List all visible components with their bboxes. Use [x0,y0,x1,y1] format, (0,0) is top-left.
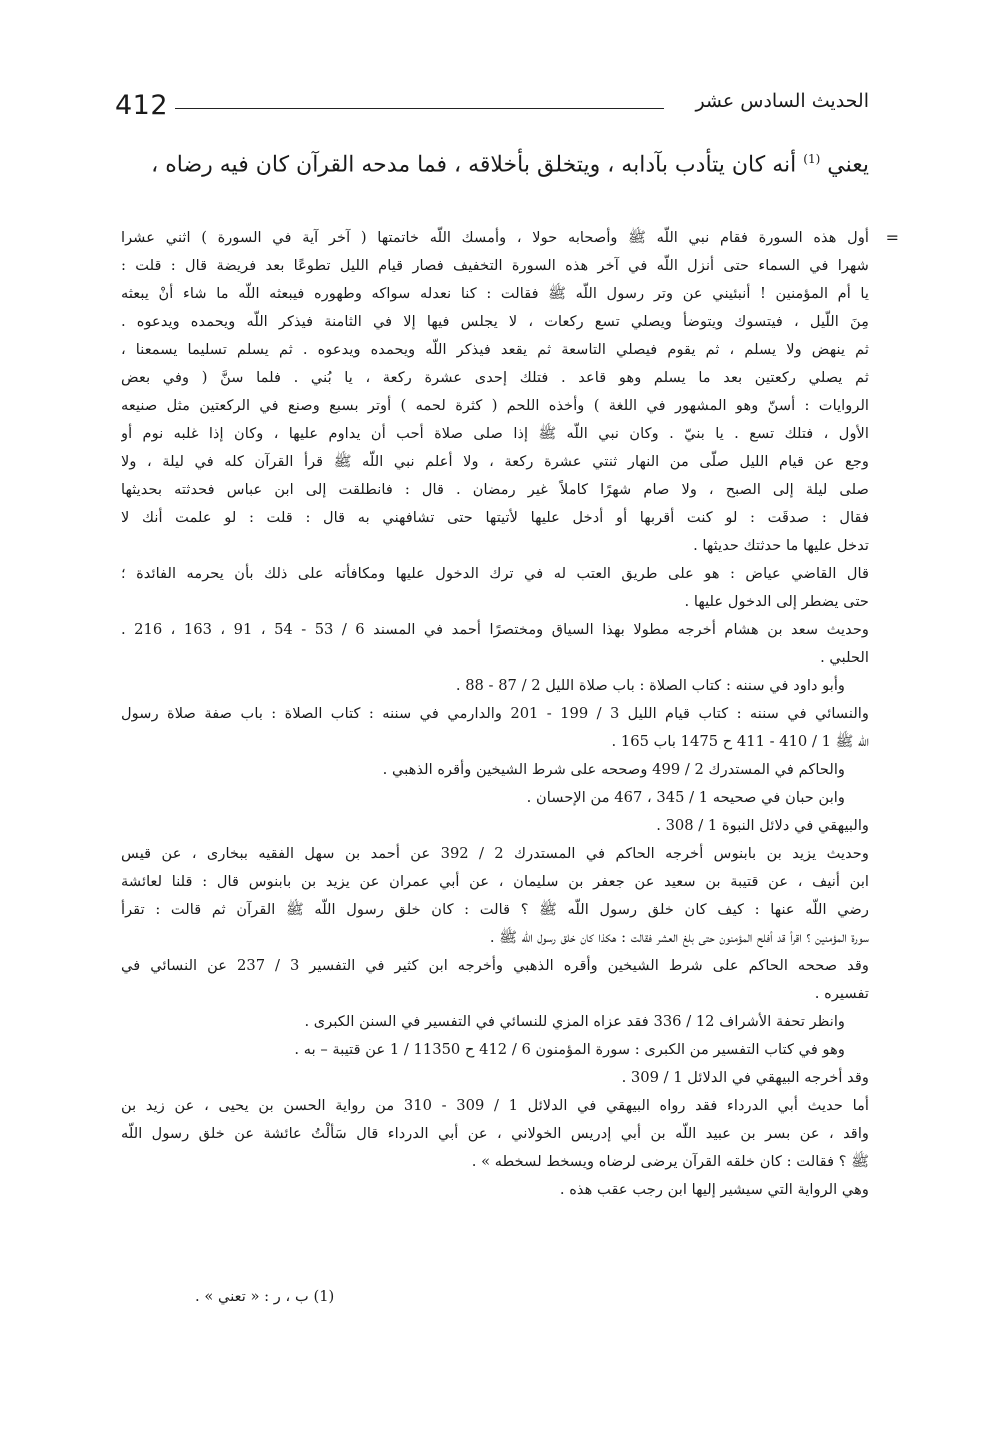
footnote-line: وقد أخرجه البيهقي في الدلائل 1 / 309 . [621,1069,869,1086]
footnote-line: رضي اللّه عنها : كيف كان خلق رسول اللّه ﷺ ؟ قالت : كان خلق رسول اللّه ﷺ القرآن ثم قالت : تقرأ [121,901,869,918]
footnote-line: وهي الرواية التي سيشير إليها ابن رجب عقب هذه . [559,1181,869,1198]
footnote-line: ثم يصلي ركعتين بعد ما يسلم وهو قاعد . فتلك إحدى عشرة ركعة ، يا بُني . فلما سنَّ ( وفي بعض [121,369,869,386]
footnote-line: وجع عن قيام الليل صلّى من النهار ثنتي عشرة ركعة ، ولا أعلم نبي اللّه ﷺ قرأ القرآن كله في ليلة ، ولا [121,453,869,470]
footnote-line: وحديث يزيد بن بابنوس أخرجه الحاكم في المستدرك 2 / 392 عن أحمد بن سهل الفقيه ببخارى ، عن قيس [121,845,869,862]
footnote-line: حتى يضطر إلى الدخول عليها . [684,593,869,610]
footnote-line: والحاكم في المستدرك 2 / 499 وصححه على شرط الشيخين وأقره الذهبي . [382,761,845,778]
footnote-line: وهو في كتاب التفسير من الكبرى : سورة المؤمنون 6 / 412 ح 11350 / 1 عن قتيبة – به . [294,1041,845,1058]
footnote-line: شهرا في السماء حتى أنزل اللّه في آخر هذه السورة التخفيف فصار قيام الليل تطوعًا بعد فريضة قال : قلت : [121,257,869,274]
footnote-line: واقد ، عن بسر بن عبيد اللّه بن أبي إدريس الخولاني ، عن أبي الدرداء قال سَألْتُ عائشة عن خلق رسول اللّه [121,1125,869,1142]
main-text-start: يعني [827,152,869,178]
footnote-line: ابن أنيف ، عن قتيبة بن سعيد عن جعفر بن سليمان ، عن أبي عمران عن يزيد بن بابنوس قال : قلنا لعائشة [121,873,869,890]
page-header [115,84,869,124]
footnote-line: أول هذه السورة فقام نبي اللّه ﷺ وأصحابه حولا ، وأمسك اللّه خاتمتها ( آخر آية في السورة ) اثني عشرا [121,229,869,246]
footnote-1: (1) ب ، ر : « تعني » . [195,1288,335,1305]
footnote-line: ﷺ ؟ فقالت : كان خلقه القرآن يرضى لرضاه ويسخط لسخطه » . [471,1153,869,1170]
continuation-mark: = [885,228,899,247]
footnote-line: فقال : صدقَت : لو كنت أقربها أو أدخل عليها لأتيتها حتى تشافهني به قال : قلت : لو علمت أنك لا [121,509,869,526]
footnote-line: وحديث سعد بن هشام أخرجه مطولا بهذا السياق ومختصرًا أحمد في المسند 6 / 53 - 54 ، 91 ، 163 ، 216 . [121,621,869,638]
footnote-line: وقد صححه الحاكم على شرط الشيخين وأقره الذهبي وأخرجه ابن كثير في التفسير 3 / 237 عن النسائي في [121,957,869,974]
footnote-line: قال القاضي عياض : هو على طريق العتب له في ترك الدخول عليها ومكافأته على ذلك بأن يحرمه الفائدة ؛ [121,565,869,582]
footnote-line: والبيهقي في دلائل النبوة 1 / 308 . [656,817,869,834]
footnote-line: تدخل عليها ما حدثتك حديثها . [693,537,869,554]
footnote-line: ثم ينهض ولا يسلم ، ثم يقوم فيصلي التاسعة ثم يقعد فيذكر اللّه ويحمده ويدعوه . ثم يسلم تسليما يسمعنا ، [121,341,869,358]
footnote-line: وانظر تحفة الأشراف 12 / 336 فقد عزاه المزي للنسائي في التفسير في السنن الكبرى . [304,1013,845,1030]
footnote-line: اللّه ﷺ 1 / 410 - 411 ح 1475 باب 165 . [611,733,869,750]
footnote-line: أما حديث أبي الدرداء فقد رواه البيهقي في الدلائل 1 / 309 - 310 من رواية الحسن بن يحيى ، عن زيد بن [121,1097,869,1114]
footnote-line: يا أم المؤمنين ! أنبئيني عن وتر رسول اللّه ﷺ فقالت : كنا نعدله سواكه وطهوره فيبعثه اللّه ما شاء أنْ يبعثه [121,285,869,302]
footnote-line: والنسائي في سننه : كتاب قيام الليل 3 / 199 - 201 والدارمي في سننه : كتاب الصلاة : باب صفة صلاة رسول [121,705,869,722]
footnote-line: وأبو داود في سننه : كتاب الصلاة : باب صلاة الليل 2 / 87 - 88 . [455,677,845,694]
footnote-line: الروايات : أسنّ وهو المشهور في اللغة ) وأخذه اللحم ( كثرة لحمه ) أوتر بسبع وصنع في الركعتين مثل صنيعه [121,397,869,414]
footnote-line: مِنَ اللّيل ، فيتسوك ويتوضأ ويصلي تسع ركعات ، لا يجلس فيها إلا في الثامنة فيذكر اللّه ويحمده ويدعوه . [121,313,869,330]
page-number: 412 [115,90,169,121]
footnote-line: وابن حبان في صحيحه 1 / 345 ، 467 من الإحسان . [526,789,845,806]
header-rule [175,108,664,109]
footnote-line: الحلبي . [820,649,869,666]
footnote-line: الأول ، فتلك تسع . يا بنيّ . وكان نبي اللّه ﷺ إذا صلى صلاة أحب أن يداوم عليها ، وكان إذا غلبه نوم أو [121,425,869,442]
main-text-rest: أنه كان يتأدب بآدابه ، ويتخلق بأخلاقه ، فما مدحه القرآن كان فيه رضاه ، [151,152,797,178]
running-title: الحديث السادس عشر [695,90,869,112]
footnotes-block [121,224,869,1204]
main-text-line [115,152,869,177]
footnote-line: تفسيره . [814,985,869,1002]
footnote-line: سورة المؤمنين ؟ اقرأ قد أفلح المؤمنون حتى بلغ العشر فقالت : هكذا كان خلق رسول اللّه ﷺ . [489,929,869,946]
footnote-line: صلى ليلة إلى الصبح ، ولا صام شهرًا كاملاً غير رمضان . قال : فانطلقت إلى ابن عباس فحدثته بحديثها [121,481,869,498]
footnote-reference: (1) [803,152,821,166]
